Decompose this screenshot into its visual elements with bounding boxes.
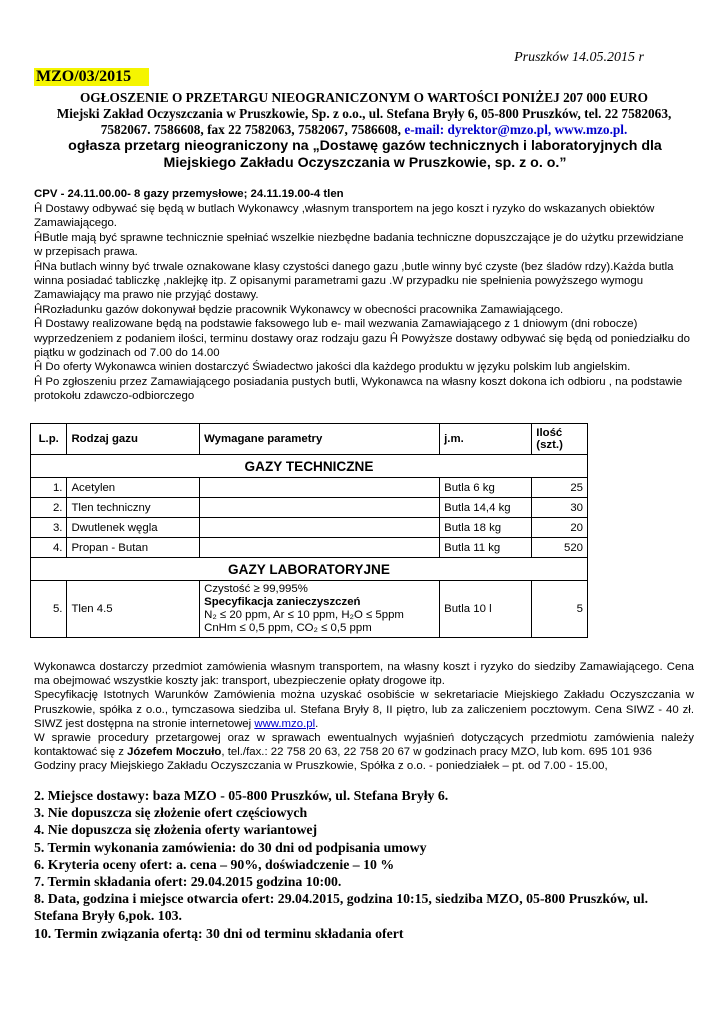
siwz-text: Specyfikację Istotnych Warunków Zamówienia można uzyskać osobiście w sekretariacie Miejskiego Zakładu Oczyszczania w Pruszkowie, spółka z o.o., tymczasowa siedziba ul. Stefana Bryły 8, II piętro, lub za zaliczeniem pocztowym. Cena SIWZ - 40 zł. SIWZ jest dostępna na stronie internetowej bbox=[34, 689, 694, 730]
table-row bbox=[31, 581, 588, 638]
header-gas-type: Rodzaj gazu bbox=[67, 424, 200, 455]
table-row bbox=[31, 498, 588, 518]
section-row bbox=[31, 558, 588, 581]
cell-lp: 4. bbox=[31, 538, 67, 558]
contact-info bbox=[34, 731, 694, 759]
tender-subject: ogłasza przetarg nieograniczony na „Dostawę gazów technicznych i laboratoryjnych dla Miejskiego Zakładu Oczyszczania w Pruszkowie, sp. z o. o.” bbox=[68, 138, 662, 171]
cell-parameters bbox=[200, 581, 440, 638]
cell-gas-type: Tlen 4.5 bbox=[67, 581, 200, 638]
table-row bbox=[31, 518, 588, 538]
cell-unit: Butla 6 kg bbox=[440, 478, 532, 498]
cell-gas-type: Tlen techniczny bbox=[67, 498, 200, 518]
impurity-spec-line: N₂ ≤ 20 ppm, Ar ≤ 10 ppm, H₂O ≤ 5ppm bbox=[204, 609, 404, 621]
gas-table bbox=[30, 423, 588, 638]
numbered-item: 4. Nie dopuszcza się złożenia oferty wariantowej bbox=[34, 822, 318, 838]
condition-item: ĤButle mają być sprawne technicznie spełniać wszelkie niezbędne badania techniczne dopuszczające je do użytku przewidziane w przepisach prawa. bbox=[34, 231, 684, 259]
announcement-header bbox=[34, 90, 694, 138]
announcement-title: OGŁOSZENIE O PRZETARGU NIEOGRANICZONYM O WARTOŚCI PONIŻEJ 207 000 EURO bbox=[79, 90, 649, 105]
impurity-spec-title: Specyfikacja zanieczyszczeń bbox=[204, 596, 361, 608]
siwz-info: Specyfikację Istotnych Warunków Zamówienia można uzyskać osobiście w sekretariacie Miejskiego Zakładu Oczyszczania w Pruszkowie, spółka z o.o., tymczasowa siedziba ul. Stefana Bryły 8, II piętro, lub za zaliczeniem pocztowym. Cena SIWZ - 40 zł. SIWZ jest dostępna na stronie internetowej www.mzo.pl. bbox=[34, 689, 694, 730]
cell-quantity: 25 bbox=[532, 478, 588, 498]
document-date: Pruszków 14.05.2015 r bbox=[514, 50, 644, 65]
company-address: Miejski Zakład Oczyszczania w Pruszkowie, Sp. z o.o., ul. Stefana Bryły 6, 05-800 Pruszków, tel. 22 7582063, 7582067. 7586608, fax 22 7582063, 7582067, 7586608, bbox=[56, 106, 672, 137]
cell-lp: 1. bbox=[31, 478, 67, 498]
table-header-row bbox=[31, 424, 588, 455]
cell-unit: Butla 18 kg bbox=[440, 518, 532, 538]
tender-code: MZO/03/2015 bbox=[34, 68, 149, 86]
delivery-note: Wykonawca dostarczy przedmiot zamówienia własnym transportem, na własny koszt i ryzyko do siedziby Zamawiającego. Cena ma obejmować wszystkie koszty jak: transport, ubezpieczenie opłaty drogowe itp. bbox=[34, 661, 694, 688]
numbered-item: 2. Miejsce dostawy: baza MZO - 05-800 Pruszków, ul. Stefana Bryły 6. bbox=[34, 788, 449, 803]
cell-lp: 3. bbox=[31, 518, 67, 538]
cell-gas-type: Dwutlenek węgla bbox=[67, 518, 200, 538]
condition-item: Ĥ Dostawy odbywać się będą w butlach Wykonawcy ,własnym transportem na jego koszt i ryzyko do wskazanych obiektów Zamawiającego. bbox=[34, 203, 655, 230]
website-link[interactable]: www.mzo.pl bbox=[254, 717, 316, 730]
section-row bbox=[31, 455, 588, 478]
condition-item: Ĥ Dostawy realizowane będą na podstawie faksowego lub e- mail wezwania Zamawiającego z 1 dniowym (dni robocze) wyprzedzeniem z podaniem ilości, terminu dostawy oraz rodzaju gazu Ĥ Powyższe dostawy odbywać się będą od poniedziałku do piątku w godzinach od 7.00 do 14.00 bbox=[34, 318, 690, 360]
conditions-list bbox=[34, 202, 694, 404]
header-unit: j.m. bbox=[440, 424, 532, 455]
cpv-codes: CPV - 24.11.00.00- 8 gazy przemysłowe; 24.11.19.00-4 tlen bbox=[34, 188, 344, 200]
section-lab-gases: GAZY LABORATORYJNE bbox=[31, 558, 588, 581]
cell-unit: Butla 14,4 kg bbox=[440, 498, 532, 518]
impurity-spec-line: CnHm ≤ 0,5 ppm, CO₂ ≤ 0,5 ppm bbox=[204, 622, 372, 634]
cell-gas-type: Acetylen bbox=[67, 478, 200, 498]
cell-quantity: 5 bbox=[532, 581, 588, 638]
cell-unit: Butla 10 l bbox=[440, 581, 532, 638]
contact-phones: , tel./fax.: 22 758 20 63, 22 758 20 67 w godzinach pracy MZO, lub kom. 695 101 936 bbox=[221, 746, 652, 759]
header-lp: L.p. bbox=[31, 424, 67, 455]
condition-item: Ĥ Po zgłoszeniu przez Zamawiającego posiadania pustych butli, Wykonawca na własny koszt dokona ich odbioru , na podstawie protokołu zdawczo-odbiorczego bbox=[34, 375, 683, 403]
contact-email[interactable]: e-mail: dyrektor@mzo.pl, www.mzo.pl. bbox=[404, 122, 628, 137]
contact-text: W sprawie procedury przetargowej oraz w sprawach ewentualnych wyjaśnień dotyczących przedmiotu zamówienia należy kontaktować się z bbox=[34, 732, 694, 759]
cell-parameters bbox=[200, 498, 440, 518]
numbered-item: 7. Termin składania ofert: 29.04.2015 godzina 10:00. bbox=[34, 874, 342, 890]
condition-item: ĤNa butlach winny być trwale oznakowane klasy czystości danego gazu ,butle winny być czyste (bez śladów rdzy).Każda butla winna posiadać tabliczkę ,naklejkę itp. Z opisanymi parametrami gazu .W przypadku nie spełnienia powyższego wymogu Zamawiający ma prawo nie przyjąć dostawy. bbox=[34, 260, 674, 302]
numbered-item: 8. Data, godzina i miejsce otwarcia ofert: 29.04.2015, godzina 10:15, siedziba MZO, 05-800 Pruszków, ul. Stefana Bryły 6,pok. 103. bbox=[34, 891, 649, 924]
cell-parameters bbox=[200, 478, 440, 498]
contact-person: Józefem Moczuło bbox=[127, 746, 222, 759]
numbered-item: 3. Nie dopuszcza się złożenie ofert częściowych bbox=[34, 805, 308, 821]
numbered-conditions bbox=[34, 787, 694, 942]
working-hours: Godziny pracy Miejskiego Zakładu Oczyszczania w Pruszkowie, Spółka z o.o. - poniedziałek – pt. od 7.00 - 15.00, bbox=[34, 760, 608, 773]
cell-quantity: 20 bbox=[532, 518, 588, 538]
cell-lp: 5. bbox=[31, 581, 67, 638]
company-info bbox=[34, 106, 694, 138]
condition-item: ĤRozładunku gazów dokonywał będzie pracownik Wykonawcy w obecności pracownika Zamawiającego. bbox=[34, 303, 564, 316]
header-quantity: Ilość (szt.) bbox=[532, 424, 588, 455]
header-parameters: Wymagane parametry bbox=[200, 424, 440, 455]
numbered-item: 5. Termin wykonania zamówienia: do 30 dni od podpisania umowy bbox=[34, 839, 427, 855]
cell-gas-type: Propan - Butan bbox=[67, 538, 200, 558]
cell-quantity: 30 bbox=[532, 498, 588, 518]
condition-item: Ĥ Do oferty Wykonawca winien dostarczyć Świadectwo jakości dla każdego produktu w języku polskim lub angielskim. bbox=[34, 361, 631, 374]
table-row bbox=[31, 538, 588, 558]
section-technical-gases: GAZY TECHNICZNE bbox=[31, 455, 588, 478]
numbered-item: 10. Termin związania ofertą: 30 dni od terminu składania ofert bbox=[34, 925, 404, 941]
cell-parameters bbox=[200, 518, 440, 538]
cell-unit: Butla 11 kg bbox=[440, 538, 532, 558]
cell-parameters bbox=[200, 538, 440, 558]
numbered-item: 6. Kryteria oceny ofert: a. cena – 90%, doświadczenie – 10 % bbox=[34, 856, 395, 872]
table-row bbox=[31, 478, 588, 498]
cell-lp: 2. bbox=[31, 498, 67, 518]
cell-quantity: 520 bbox=[532, 538, 588, 558]
purity-spec: Czystość ≥ 99,995% bbox=[204, 583, 308, 595]
additional-info bbox=[34, 660, 694, 774]
